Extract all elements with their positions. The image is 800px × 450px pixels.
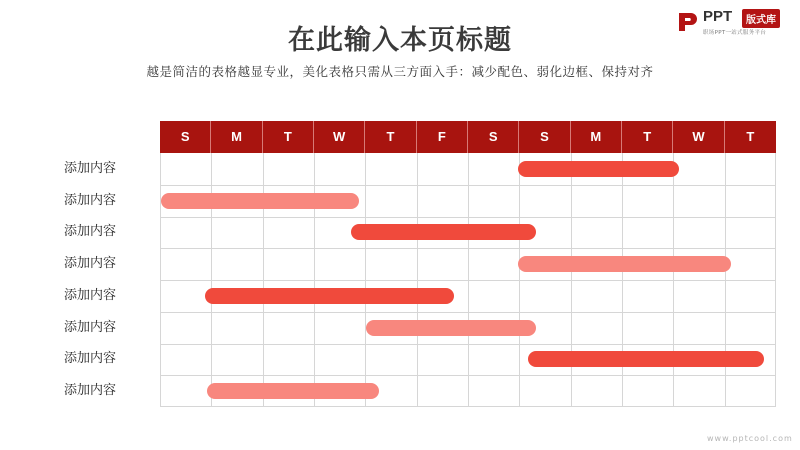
day-header: T (263, 121, 314, 153)
logo-badge: 版式库 (742, 9, 780, 28)
grid-row-line (161, 344, 775, 345)
day-header: T (622, 121, 673, 153)
task-bar[interactable] (528, 351, 764, 367)
grid-row-line (161, 248, 775, 249)
task-bar[interactable] (351, 224, 536, 240)
day-header: M (571, 121, 622, 153)
logo-brand-text: PPT (703, 8, 733, 25)
grid-row-line (161, 280, 775, 281)
grid-row-line (161, 185, 775, 186)
watermark: www.pptcool.com (707, 434, 793, 443)
gantt-header (160, 121, 776, 153)
day-header: W (673, 121, 724, 153)
task-label: 添加内容 (64, 256, 117, 272)
day-header: S (160, 121, 211, 153)
task-label: 添加内容 (64, 319, 117, 335)
task-label: 添加内容 (64, 224, 117, 240)
gantt-grid (160, 153, 776, 407)
task-bar[interactable] (366, 320, 535, 336)
task-bar[interactable] (518, 256, 731, 272)
day-header: W (314, 121, 365, 153)
task-bar[interactable] (207, 383, 379, 399)
task-label: 添加内容 (64, 160, 117, 176)
page-title: 在此输入本页标题 (288, 25, 512, 56)
task-label: 添加内容 (64, 287, 117, 303)
task-bar[interactable] (161, 193, 359, 209)
task-label: 添加内容 (64, 192, 117, 208)
day-header: T (365, 121, 416, 153)
grid-row-line (161, 312, 775, 313)
task-bar[interactable] (518, 161, 680, 177)
day-header: S (519, 121, 570, 153)
day-header: S (468, 121, 519, 153)
task-label: 添加内容 (64, 383, 117, 399)
day-header: T (746, 129, 755, 144)
grid-row-line (161, 217, 775, 218)
logo-tagline: 职场PPT一站式服务平台 (703, 30, 767, 36)
page-subtitle: 越是简洁的表格越显专业，美化表格只需从三方面入手：减少配色、弱化边框、保持对齐 (146, 64, 654, 79)
day-header: M (211, 121, 262, 153)
grid-row-line (161, 375, 775, 376)
task-label: 添加内容 (64, 351, 117, 367)
task-bar[interactable] (205, 288, 454, 304)
day-header: F (417, 121, 468, 153)
